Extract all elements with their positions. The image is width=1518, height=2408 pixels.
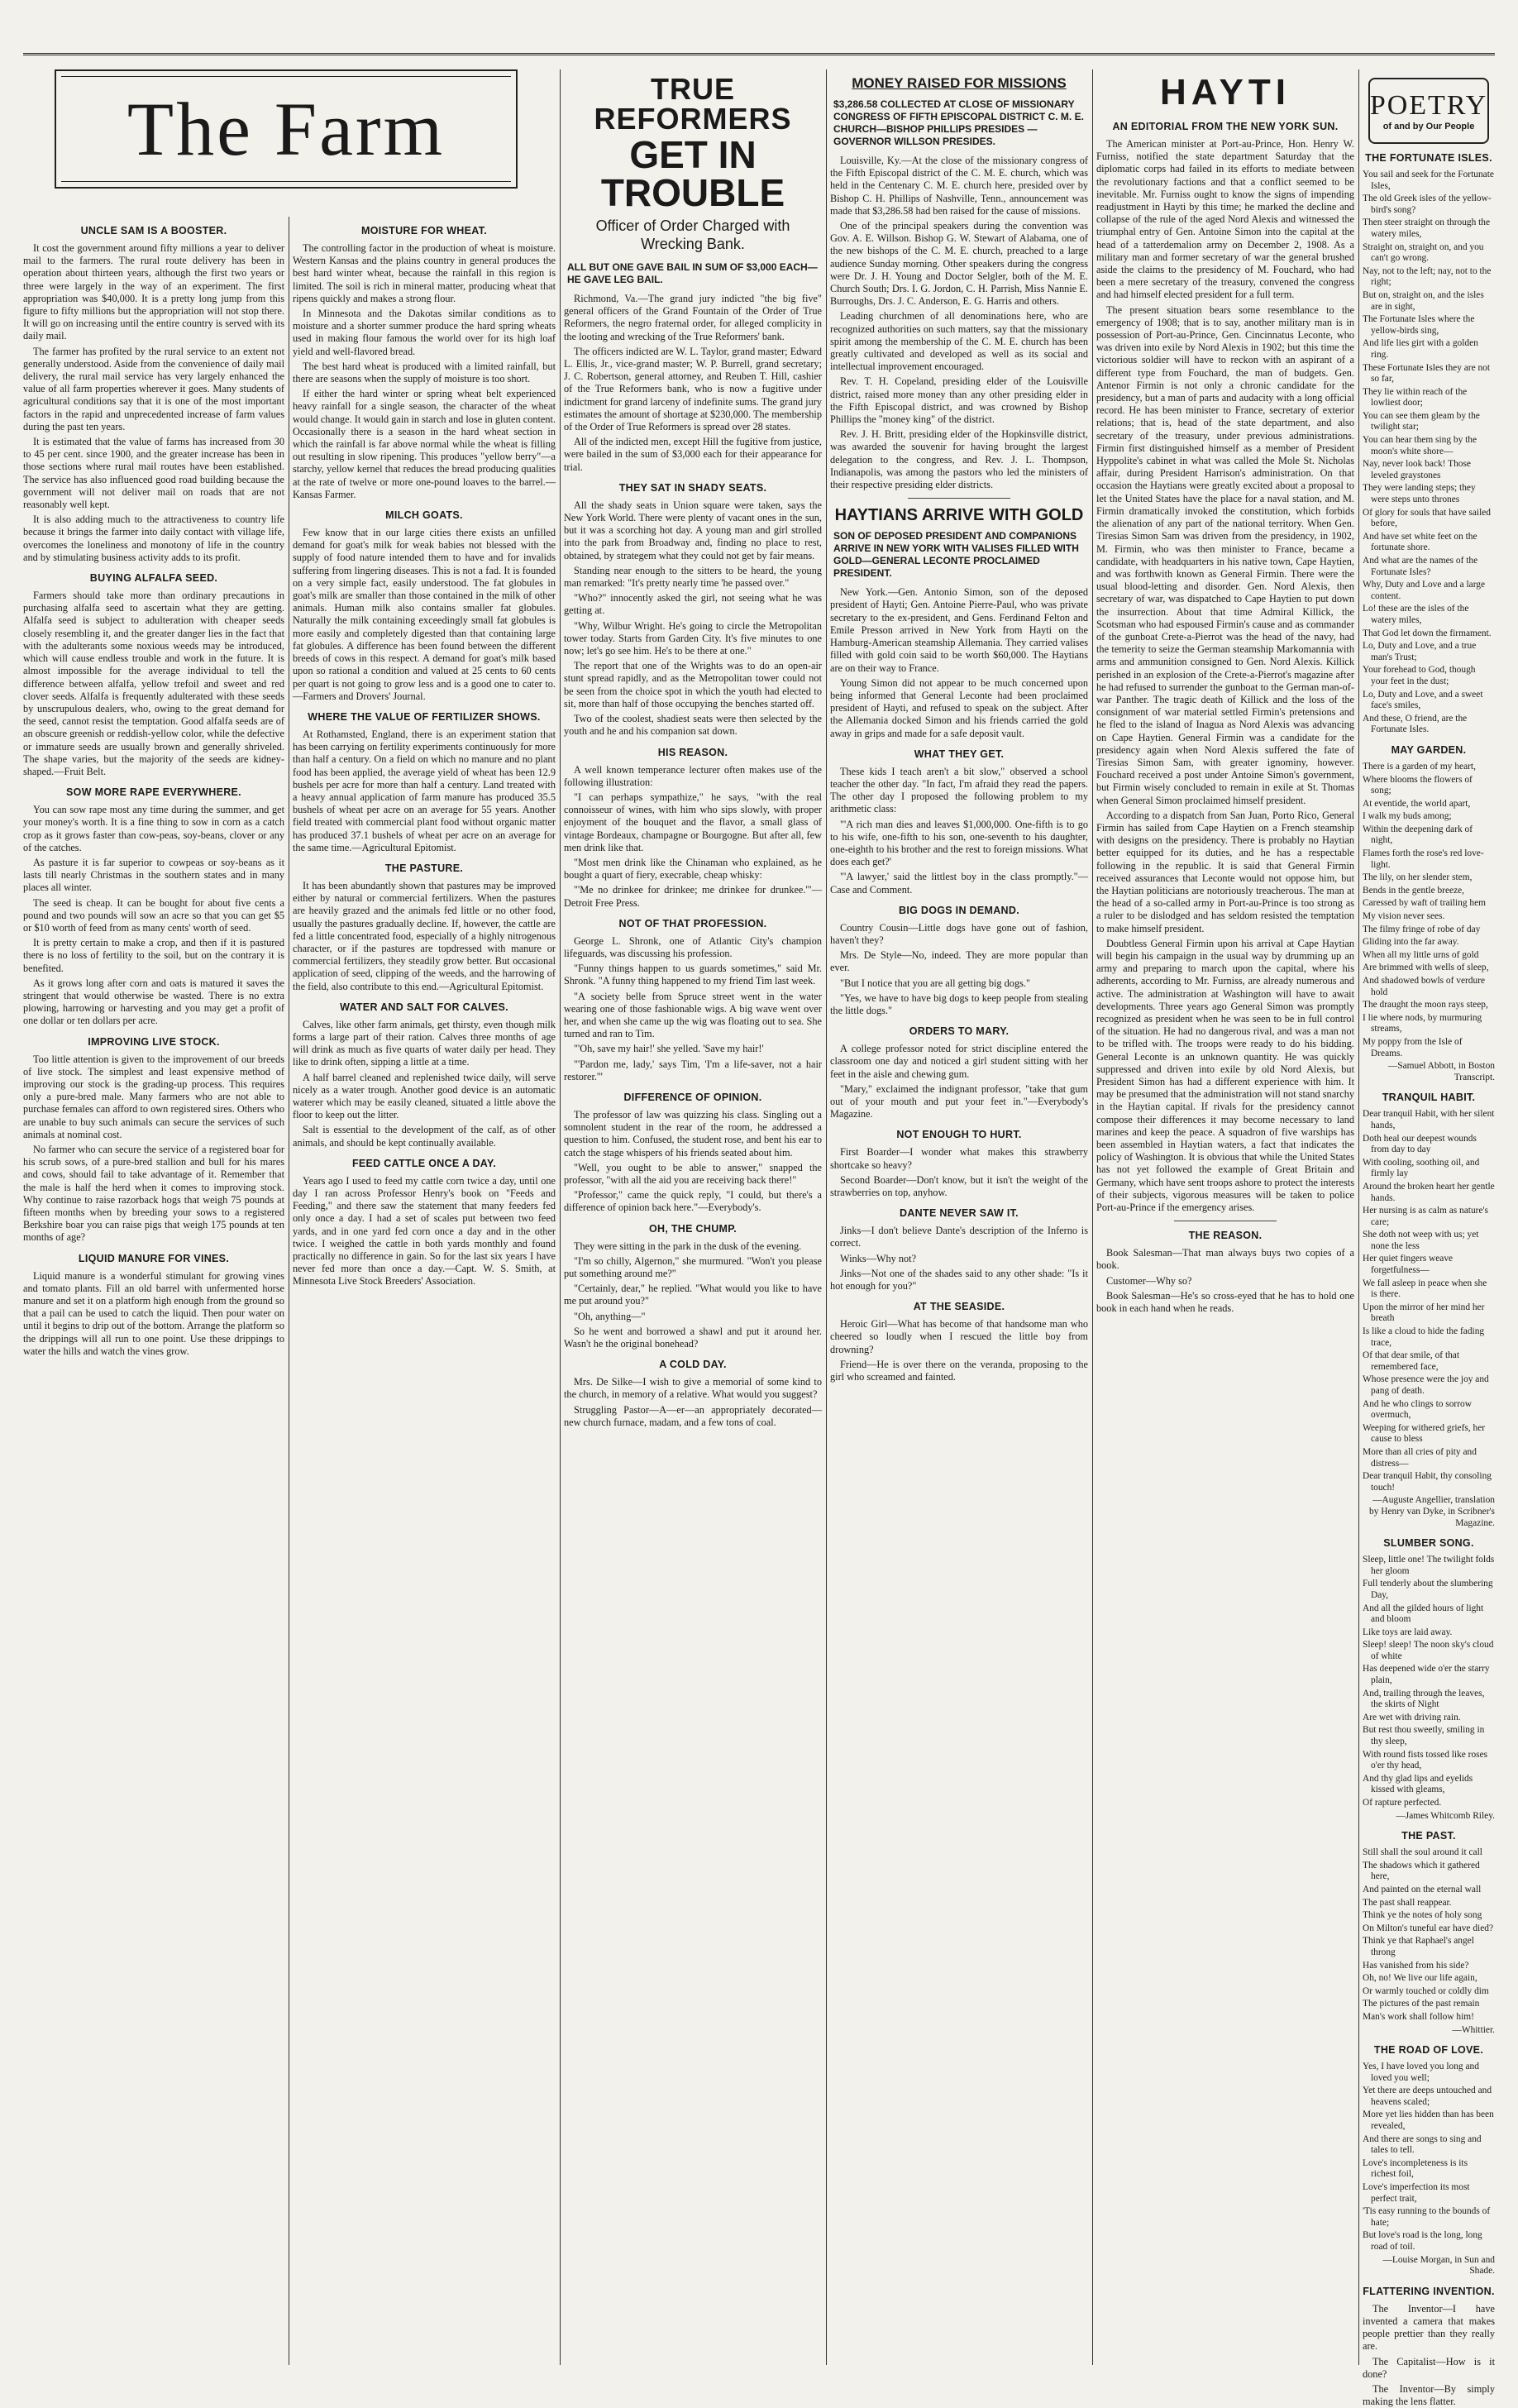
- article-heading: DANTE NEVER SAW IT.: [900, 1207, 1019, 1220]
- article-paragraph: "'A rich man dies and leaves $1,000,000. One-fifth is to go to his wife, one-fifth to his son, one-seventh to his daughter, one-eighth to his brother and the rest to foreign missions. What does each get?': [830, 818, 1088, 868]
- poem-line: Sleep! sleep! The noon sky's cloud of white: [1363, 1640, 1494, 1661]
- article-paragraph: New York.—Gen. Antonio Simon, son of the deposed president of Hayti; Gen. Antoine Pierre-Paul, who was private secretary to the ex-president, and Gens. Ferdinand Felton and Emile Presson arrived in New York from Hayti on the Hamburg-American steamship Allemania. They carried valises filled with gold coin said to be worth $60,000. The Haytians are on their way to France.: [830, 586, 1088, 674]
- article-paragraph: "Why, Wilbur Wright. He's going to circle the Metropolitan tower today. Starts from Garden City. It's five minutes to one now; let's go see him. He's to be there at one.": [564, 619, 822, 657]
- poetry-column: [1363, 69, 1495, 2408]
- poem-line: And what are the names of the Fortunate Isles?: [1363, 556, 1478, 577]
- haytians-headline: HAYTIANS ARRIVE WITH GOLD: [834, 506, 1084, 525]
- poem-line: And he who clings to sorrow overmuch,: [1363, 1398, 1472, 1421]
- poem-line: There is a garden of my heart,: [1363, 761, 1476, 772]
- poem-title: MAY GARDEN.: [1391, 743, 1467, 756]
- poem-line: Has vanished from his side?: [1363, 1960, 1469, 1971]
- article-paragraph: "I can perhaps sympathize," he says, "with the real connoisseur of wines, with him who sips slowly, with proper enjoyment of the bouquet and the flavor, a small glass of vintage Bordeaux, champagne or Bourgogne. But after all, few men drink like that.: [564, 791, 822, 853]
- article-paragraph: Too little attention is given to the improvement of our breeds of live stock. The simplest and least expensive method of improving our stock is the grading-up process. This requires only a pure-bred male. Many farmers who are not able to purchase females can afford to own registered sires. Others who are unable to buy such animals can secure the services of such animals at nominal cost.: [23, 1053, 284, 1140]
- poem-line: The filmy fringe of robe of day: [1363, 924, 1481, 934]
- article-paragraph: The report that one of the Wrights was to do an open-air stunt spread rapidly, and as the Metropolitan tower could not be seen from the choice spot in which the youth had elected to sit, more than half of those occupying the benches started off.: [564, 660, 822, 710]
- article: [830, 1129, 1088, 1199]
- article-paragraph: It cost the government around fifty millions a year to deliver mail to the farmers. The rural route delivery has been in operation about thirteen years, although the first two years or three were largely in the way of an experiment. The first appropriation was $40,000. It is a pretty long jump from this figure to fifty millions but the appropriation will not stop there. It will go on increasing until the entire country is served with its daily mail.: [23, 242, 284, 342]
- article-paragraph: "But I notice that you are all getting big dogs.": [840, 977, 1030, 989]
- article: [23, 225, 284, 564]
- poem-line: But rest thou sweetly, smiling in thy sleep,: [1363, 1725, 1485, 1747]
- poem-title: TRANQUIL HABIT.: [1382, 1092, 1476, 1104]
- poem-line: With round fists tossed like roses o'er thy head,: [1363, 1749, 1488, 1771]
- article: [23, 1036, 284, 1245]
- haytians-deck: SON OF DEPOSED PRESIDENT AND COMPANIONS ARRIVE IN NEW YORK WITH VALISES FILLED WITH GOLD—GENERAL LECONTE PROCLAIMED PRESIDENT.: [833, 530, 1079, 580]
- poetry-title-box: [1368, 78, 1489, 144]
- haytians-body: [830, 586, 1088, 739]
- poem-line: Yet there are deeps untouched and heavens scaled;: [1363, 2086, 1492, 2107]
- article: [830, 905, 1088, 1017]
- article-paragraph: Louisville, Ky.—At the close of the missionary congress of the Fifth Episcopal district of the C. M. E. church, which was held in the Centenary C. M. E. church here, presided over by Bishop C. H. Phillips of Nashville, Tenn., announcement was made that $3,286.58 had ben raised for the cause of missions.: [830, 155, 1088, 217]
- article-heading: SOW MORE RAPE EVERYWHERE.: [66, 786, 241, 799]
- poem-line: Weeping for withered griefs, her cause to bless: [1363, 1422, 1486, 1445]
- poem-line: Are wet with driving rain.: [1363, 1712, 1461, 1722]
- poem-line: Lo, Duty and Love, and a true man's Trust;: [1363, 641, 1477, 662]
- article: [23, 786, 284, 1027]
- farm-column-1: [23, 217, 284, 2365]
- poem-line: And, trailing through the leaves, the skirts of Night: [1363, 1688, 1485, 1710]
- article-paragraph: Rev. T. H. Copeland, presiding elder of the Louisville district, raised more money than any other presiding elder in the Fifth Episcopal district, and was crowned by Bishop Phillips the "money king" of the district.: [830, 375, 1088, 426]
- poem-line: And there are songs to sing and tales to tell.: [1363, 2133, 1482, 2156]
- poem-line: Are brimmed with wells of sleep,: [1363, 963, 1489, 973]
- article-paragraph: "Who?" innocently asked the girl, not seeing what he was getting at.: [564, 592, 822, 617]
- article-heading: A COLD DAY.: [659, 1359, 727, 1371]
- reformers-headline-1: TRUE REFORMERS: [594, 72, 792, 136]
- article-paragraph: The controlling factor in the production of wheat is moisture. Western Kansas and the plains country in general produces the best hard winter wheat, because the rainfall in this region is limited. The soil is rich in mineral matter, producing wheat that ripens quickly and makes a strong flour.: [293, 242, 556, 304]
- poem-line: More than all cries of pity and distress—: [1363, 1446, 1477, 1469]
- poem-title: THE PAST.: [1401, 1830, 1456, 1842]
- article-paragraph: Rev. J. H. Britt, presiding elder of the Hopkinsville district, was awarded the souvenir for having brought the largest delegation to the congress, and Rev. J. L. Thompson, Indianapolis, was among the pastors who led the ministers of their respective presiding elder districts.: [830, 428, 1088, 491]
- article-paragraph: The Inventor—I have invented a camera that makes people prettier than they really are.: [1363, 2302, 1495, 2353]
- article-paragraph: So he went and borrowed a shawl and put it around her. Wasn't he the original bonehead?: [564, 1325, 822, 1350]
- article-paragraph: The Capitalist—How is it done?: [1363, 2355, 1495, 2380]
- poem-line: The lily, on her slender stem,: [1363, 872, 1473, 883]
- article-paragraph: It is estimated that the value of farms has increased from 30 to 45 per cent. since 1900, and the greater increase has been in those sections where rural mail routes have been established. The service has also influenced good road building because the government will not deliver mail on roads that are not reasonably well kept.: [23, 436, 284, 511]
- article-paragraph: It is also adding much to the attractiveness to country life because it brings the farmer into daily contact with village life, overcomes the loneliness and monotony of life in the country and by stimulating business activity adds to its profit.: [23, 514, 284, 563]
- article-paragraph: Mrs. De Silke—I wish to give a memorial of some kind to the church, in memory of a relative. What would you suggest?: [564, 1376, 822, 1401]
- article-paragraph: The professor of law was quizzing his class. Singling out a somnolent student in the rear of the room, he addressed a question to him. Confused, the student rose, and bent his ear to catch the stage whispers of his friends seated about him.: [564, 1108, 822, 1159]
- article-paragraph: A college professor noted for strict discipline entered the classroom one day and noticed a girl student sitting with her feet in the aisle and chewing gum.: [830, 1043, 1088, 1080]
- article-paragraph: "Certainly, dear," he replied. "What would you like to have me put around you?": [564, 1283, 822, 1307]
- column-rule: [1092, 69, 1093, 2365]
- poem-line: Full tenderly about the slumbering Day,: [1363, 1579, 1493, 1600]
- missions-column: [830, 69, 1088, 2365]
- poem-credit: —James Whitcomb Riley.: [1396, 1810, 1495, 1821]
- poem-line: Your forehead to God, though your feet in the dust;: [1363, 665, 1476, 686]
- article: [293, 711, 556, 854]
- poem-line: The Fortunate Isles where the yellow-birds sing,: [1363, 314, 1475, 336]
- article-paragraph: Book Salesman—He's so cross-eyed that he has to hold one book in each hand when he reads.: [1096, 1289, 1354, 1315]
- article-paragraph: Winks—Why not?: [840, 1252, 917, 1264]
- poem-line: I walk my buds among;: [1363, 811, 1452, 822]
- article-paragraph: It has been abundantly shown that pastures may be improved either by natural or commercial fertilizers. When the pastures are heavily grazed and the animals fed little or no other food, usually the pastures gradually decline. If, however, the cattle are fed a little concentrated food, especially of a highly nitrogenous character, or if the pastures are topdressed with manure or commercial fertilizers, they steadily grow better. But occasional application of seed, clipping of the weeds, and the harrowing of the field, also contribute to this end.—Agricultural Epitomist.: [293, 879, 556, 992]
- poem-line: They were landing steps; they were steps unto thrones: [1363, 483, 1476, 505]
- column-rule: [1358, 69, 1359, 2365]
- poem-line: Lo, Duty and Love, and a sweet face's smiles,: [1363, 689, 1483, 711]
- article-paragraph: "Mary," exclaimed the indignant professor, "take that gum out of your mouth and put your feet in."—Everybody's Magazine.: [830, 1082, 1088, 1120]
- poem-line: Of that dear smile, of that remembered face,: [1363, 1350, 1460, 1372]
- article-paragraph: No farmer who can secure the service of a registered boar for his scrub sows, of a pure-bred stallion and bull for his mares and cows, should fail to take advantage of it. Remember that the male is half the herd when it comes to improving stock. Why continue to raise razorback hogs that weigh 75 pounds at fifteen months when by breeding your sows to a registered Berkshire boar you can raise pigs that weigh 175 pounds at ten months of age?: [23, 1144, 284, 1244]
- article-heading: THEY SAT IN SHADY SEATS.: [618, 481, 767, 494]
- missions-deck: $3,286.58 COLLECTED AT CLOSE OF MISSIONARY CONGRESS OF FIFTH EPISCOPAL DISTRICT C. M. E. CHURCH—BISHOP PHILLIPS PRESIDES — GOVERNOR WILLSON PRESIDES.: [833, 98, 1084, 147]
- poem-line: Of glory for souls that have sailed before,: [1363, 507, 1492, 529]
- farm-masthead: [23, 69, 556, 202]
- farm-articles-1: [23, 225, 284, 1358]
- article-heading: FEED CATTLE ONCE A DAY.: [351, 1157, 497, 1169]
- article-paragraph: All of the indicted men, except Hill the fugitive from justice, were bailed in the sum of $3,000 each for their appearance for trial.: [564, 436, 822, 473]
- article-heading: NOT OF THAT PROFESSION.: [618, 917, 767, 929]
- poem-line: We fall asleep in peace when she is there.: [1363, 1278, 1487, 1300]
- article-paragraph: "'Pardon me, lady,' says Tim, 'I'm a life-saver, not a hair restorer.'": [564, 1058, 822, 1082]
- poem-title: SLUMBER SONG.: [1383, 1537, 1474, 1550]
- hayti-headline: HAYTI: [1160, 72, 1291, 112]
- article-paragraph: In Minnesota and the Dakotas similar conditions as to moisture and a shorter summer produce the hard spring wheats used in making flour famous the world over for its high loaf yield and well-flavored bread.: [293, 308, 556, 357]
- hayti-column: [1096, 69, 1354, 2365]
- poem-line: Caressed by waft of trailing hem: [1363, 898, 1486, 909]
- column-rule: [826, 69, 827, 2365]
- separator: [908, 498, 1011, 499]
- article-paragraph: The officers indicted are W. L. Taylor, grand master; Edward L. Ellis, Jr., vice-grand master; W. P. Burrell, grand secretary; J. C. Robertson, general attorney, and Reuben T. Hill, cashier of the True Reformers bank, who is now a fugitive under indictment for grand larceny of indefinite sums. The grand jury estimates the amount of shortage at $230,000. The membership of the Order of True Reformers is spread over 28 states.: [564, 345, 822, 433]
- farm-articles-2: [293, 225, 556, 1288]
- top-border: [23, 20, 1495, 55]
- article-paragraph: One of the principal speakers during the convention was Gov. A. E. Willson. Bishop G. W. Stewart of Alabama, one of the new bishops of the C. M. E. church, preached to a large audience Sunday morning. Other speakers during the congress were Dr. J. H. Young and Doctor Selgler, both of the M. E. Church South; Drs. I. G. Jordon, C. H. Parrish, Miss Nannie E. Burroughs, Drs. J. C. Anderson, E. G. Harris and others.: [830, 220, 1088, 308]
- newspaper-page: [23, 20, 1495, 2408]
- article-heading: OH, THE CHUMP.: [648, 1222, 738, 1235]
- poem-line: And all the gilded hours of light and bloom: [1363, 1603, 1484, 1625]
- article-paragraph: The American minister at Port-au-Prince, Hon. Henry W. Furniss, notified the state department Saturday that the diplomatic corps had failed in its efforts to mediate between the revolutionary factions and that a conflict seemed to be inevitable. Mr. Furniss ought to know the signs of impending readjustment in Hayti by this time; he marked the decline and collapse of the rule of the aged Nord Alexis and witnessed the triumphal entry of Gen. Antoine Simon into the capital at the head of a tatterdemalion army on December 2, 1908. As a military man and former secretary of war the general brushed aside the claims to the presidency of M. Fouchard, who had been a mere secretary of the treasury, convened the congress and had himself elected president for a full term.: [1096, 138, 1354, 301]
- poem-credit: —Auguste Angellier, translation by Henry van Dyke, in Scribner's Magazine.: [1369, 1495, 1495, 1528]
- poem-title: THE ROAD OF LOVE.: [1373, 2044, 1484, 2057]
- poem-line: The old Greek isles of the yellow-bird's song?: [1363, 194, 1492, 215]
- article: [293, 862, 556, 993]
- article-paragraph: Standing near enough to the sitters to be heard, the young man remarked: "It's pretty nearly time 'he passed over.": [564, 564, 822, 590]
- article-paragraph: A half barrel cleaned and replenished twice daily, will serve nicely as a water trough. Another good device is an automatic waterer which may be easily cleaned, situated a little above the floor to keep out the litter.: [293, 1071, 556, 1121]
- poem-line: Love's imperfection its most perfect trait,: [1363, 2182, 1470, 2204]
- article: [23, 1253, 284, 1358]
- article: [564, 1359, 822, 1429]
- article-heading: MILCH GOATS.: [385, 509, 463, 522]
- poem-line: Straight on, straight on, and you can't go wrong.: [1363, 241, 1484, 264]
- article-paragraph: "Most men drink like the Chinaman who explained, as he bought a quart of fiery, execrable, cheap whisky:: [564, 856, 822, 882]
- missions-shorts: [830, 748, 1088, 1384]
- article-paragraph: Jinks—Not one of the shades said to any other shade: "Is it hot enough for you?": [830, 1267, 1088, 1292]
- article-paragraph: Years ago I used to feed my cattle corn twice a day, until one day I ran across Professor Henry's book on "Feeds and Feeding," and there saw the statement that many feeders fed only once a day. I had a set of scales put between two feed yards, and in one yard fed corn once a day and in the other twice. I weighed the cattle in both yards monthly and found practically no difference in gain. So for the last six years I have never fed more than once a day.—Capt. W. S. Smith, at Minnesota Live Stock Breeders' Association.: [293, 1174, 556, 1288]
- article-paragraph: Young Simon did not appear to be much concerned upon being informed that General Leconte had been proclaimed president of Hayti, and refused to speak on the subject. After the Allemania docked Simon and his friends carried the gold away in grips and made for a safe deposit vault.: [830, 676, 1088, 739]
- poem-line: Oh, no! We live our life again,: [1363, 1973, 1477, 1984]
- article-paragraph: "Funny things happen to us guards sometimes," said Mr. Shronk. "A funny thing happened to my friend Tim last week.: [564, 963, 822, 987]
- article-paragraph: "'Me no drinkee for drinkee; me drinkee for drunkee.'"—Detroit Free Press.: [564, 884, 822, 909]
- poem-line: Dear tranquil Habit, with her silent hands,: [1363, 1109, 1495, 1130]
- article: [564, 747, 822, 910]
- poem-line: Where blooms the flowers of song;: [1363, 774, 1473, 796]
- article-heading: UNCLE SAM IS A BOOSTER.: [80, 225, 227, 236]
- article-paragraph: You can sow rape most any time during the summer, and get your money's worth. It is a fine thing to sow in corn as a catch crop as it grows faster than cow-peas, soy-beans, clover or any of the catches.: [23, 804, 284, 853]
- article-paragraph: "I'm so chilly, Algernon," she murmured. "Won't you please put something around me?": [564, 1254, 822, 1279]
- missions-headline: MONEY RAISED FOR MISSIONS: [852, 75, 1067, 91]
- poem-line: Love's incompleteness is its richest foil,: [1363, 2157, 1468, 2180]
- poem-line: You can see them gleam by the twilight star;: [1363, 410, 1480, 432]
- poem-line: Around the broken heart her gentle hands.: [1363, 1181, 1495, 1203]
- article-heading: HIS REASON.: [657, 746, 728, 758]
- reformers-shorts: [564, 482, 822, 1429]
- poem-line: But love's road is the long, long road of toil.: [1363, 2230, 1482, 2252]
- hayti-deck: AN EDITORIAL FROM THE NEW YORK SUN.: [1112, 121, 1339, 132]
- flattering-body: [1363, 2303, 1495, 2408]
- article-paragraph: Richmond, Va.—The grand jury indicted "the big five" general officers of the Grand Fountain of the Order of True Reformers, the negro fraternal order, for alleged complicity in the looting and wrecking of the True Reformers' bank.: [564, 293, 822, 342]
- article-paragraph: Few know that in our large cities there exists an unfilled demand for goat's milk for weak babies not blessed with the supply of food nature intended them to have and for invalids suffering from lingering diseases. This is not a fad. It is founded on a very simple fact, easily understood. The fat globules in goat's milk are smaller than those contained in the milk of other animals. Human milk also contains smaller fat globules. Naturally the milk containing exceedingly small fat globules is more easily and completely digested than that containing large fat globules. A difference has been found between the different breeds of cows in this respect. A demand for goat's milk based upon so rational a condition and valued at 25 cents to 60 cents per quart is not going to grow less and is a good one to cater to.—Farmers and Drovers' Journal.: [293, 527, 556, 702]
- article-paragraph: First Boarder—I wonder what makes this strawberry shortcake so heavy?: [830, 1146, 1088, 1171]
- poem-line: Or warmly touched or coldly dim: [1363, 1985, 1489, 1996]
- column-rule: [560, 69, 561, 2365]
- poem-line: And thy glad lips and eyelids kissed with gleams,: [1363, 1773, 1473, 1795]
- article-paragraph: Jinks—I don't believe Dante's description of the Inferno is correct.: [830, 1225, 1088, 1249]
- poem-line: Then steer straight on through the watery miles,: [1363, 217, 1491, 239]
- reason-body: [1096, 1247, 1354, 1315]
- poem-line: You sail and seek for the Fortunate Isles,: [1363, 170, 1494, 191]
- article: [293, 1001, 556, 1149]
- article-paragraph: As it grows long after corn and oats is matured it saves the stringent that would otherwise be wasted. There is no extra plowing, harrowing or harvesting and you may get a profit of one dollar or ten dollars per acre.: [23, 977, 284, 1027]
- article-paragraph: Book Salesman—That man always buys two copies of a book.: [1096, 1247, 1354, 1272]
- poem-line: Upon the mirror of her mind her breath: [1363, 1302, 1485, 1324]
- poem-line: The shadows which it gathered here,: [1363, 1860, 1480, 1882]
- article-heading: NOT ENOUGH TO HURT.: [896, 1129, 1022, 1141]
- article-paragraph: Struggling Pastor—A—er—an appropriately decorated—new church furnace, madam, and a few tons of coal.: [564, 1403, 822, 1428]
- article-paragraph: It is pretty certain to make a crop, and then if it is pastured there is no loss of fertility to the soil, but on the contrary it is benefited.: [23, 937, 284, 974]
- poem-line: You can hear them sing by the moon's white shore—: [1363, 435, 1477, 456]
- article-paragraph: Liquid manure is a wonderful stimulant for growing vines and tomato plants. Fill an old barrel with unfermented horse manure and set it on a platform high enough from the ground so that a pail can be used to catch the liquid. Then pour water on until it begins to drip out of the bottom. Arrange the platform so the drippings will all run to one point. Use these drippings to water the hills and watch the vines grow.: [23, 1269, 284, 1357]
- poem-line: Gliding into the far away.: [1363, 937, 1459, 948]
- poem-credit: —Louise Morgan, in Sun and Shade.: [1382, 2254, 1495, 2277]
- article-paragraph: Customer—Why so?: [1106, 1274, 1192, 1287]
- article-paragraph: If either the hard winter or spring wheat belt experienced heavy rainfall for a single season, the character of the wheat would change. It would gain in starch and lose in gluten content. Occasionally there is a season in the hard wheat section in which the rainfall is far above normal while the wheat is filling out resulting in slow ripening. This produces "yellow berry"—a starchy, yellow kernel that reduces the bread producing qualities at the rate of twelve or more one-pound loaves to the barrel.—Kansas Farmer.: [293, 388, 556, 500]
- article-heading: AT THE SEASIDE.: [913, 1301, 1005, 1313]
- article: [293, 1158, 556, 1288]
- article: [830, 1301, 1088, 1383]
- article-heading: WATER AND SALT FOR CALVES.: [340, 1001, 508, 1013]
- article-paragraph: The Inventor—By simply making the lens flatter.: [1363, 2383, 1495, 2408]
- article-paragraph: As pasture it is far superior to cowpeas or soy-beans as it lasts till nearly Christmas in the southern states and in many places all winter.: [23, 856, 284, 894]
- article: [564, 1092, 822, 1215]
- article: [564, 482, 822, 738]
- farm-title: The Farm: [126, 87, 446, 171]
- article-paragraph: "Yes, we have to have big dogs to keep people from stealing the little dogs.": [830, 991, 1088, 1016]
- poem-line: They lie within reach of the lowliest door;: [1363, 386, 1468, 408]
- article-heading: DIFFERENCE OF OPINION.: [623, 1091, 762, 1103]
- article-paragraph: A well known temperance lecturer often makes use of the following illustration:: [564, 763, 822, 788]
- poem-line: Like toys are laid away.: [1363, 1627, 1453, 1637]
- article-paragraph: Farmers should take more than ordinary precautions in purchasing alfalfa seed to ascertain what they are getting. Alfalfa seed is subject to adulteration with cheaper seeds closely resembling it, and the greater danger lies in the fact that with the adulterants some noxious weeds may be introduced, which will cause endless trouble and work in the future. It is almost impossible for the average individual to tell the difference between alfalfa, yellow trefoil and sweet and red clover seeds. Alfalfa is frequently adulterated with these seeds by unscrupulous dealers, who, owing to the great demand for the seed, cannot resist the temptation. Good alfalfa seeds are of an obscure greenish or reddish-yellow color, while the defective or immature seeds are usually brown and generally shriveled. The shape varies, but the majority of the seeds are kidney-shaped.—Fruit Belt.: [23, 590, 284, 777]
- poem-line: My vision never sees.: [1363, 911, 1445, 922]
- article-paragraph: Country Cousin—Little dogs have gone out of fashion, haven't they?: [830, 921, 1088, 946]
- article-heading: BUYING ALFALFA SEED.: [89, 572, 218, 585]
- article-paragraph: Mrs. De Style—No, indeed. They are more popular than ever.: [830, 949, 1088, 974]
- poem-line: The past shall reappear.: [1363, 1897, 1452, 1908]
- article-heading: MOISTURE FOR WHEAT.: [361, 225, 487, 236]
- article-paragraph: Calves, like other farm animals, get thirsty, even though milk forms a large part of their ration. Calves three months of age will drink as much as five quarts of water daily per head. They like to drink often, sipping a little at a time.: [293, 1018, 556, 1068]
- poem-line: And have set white feet on the fortunate shore.: [1363, 531, 1477, 553]
- poem-line: Is like a cloud to hide the fading trace,: [1363, 1326, 1485, 1348]
- article-heading: BIG DOGS IN DEMAND.: [899, 904, 1019, 916]
- reformers-body: [564, 293, 822, 474]
- poem-line: The draught the moon rays steep,: [1363, 1000, 1488, 1010]
- reformers-column: [564, 69, 822, 2365]
- poem-credit: —Whittier.: [1452, 2024, 1495, 2035]
- poem-line: Of rapture perfected.: [1363, 1798, 1442, 1808]
- article: [564, 1223, 822, 1351]
- farm-title-box: [55, 69, 518, 189]
- poem-line: My poppy from the Isle of Dreams.: [1363, 1036, 1463, 1058]
- poem-line: I lie where nods, by murmuring streams,: [1363, 1012, 1482, 1034]
- poem-line: Her nursing is as calm as nature's care;: [1363, 1206, 1488, 1227]
- article-paragraph: George L. Shronk, one of Atlantic City's champion lifeguards, was discussing his profession.: [564, 934, 822, 959]
- missions-body: [830, 155, 1088, 491]
- article: [23, 572, 284, 778]
- poem-line: Think ye that Raphael's angel throng: [1363, 1936, 1474, 1957]
- poem-line: Has deepened wide o'er the starry plain,: [1363, 1664, 1490, 1686]
- poem-line: At eventide, the world apart,: [1363, 798, 1471, 809]
- reason-heading: THE REASON.: [1188, 1230, 1263, 1242]
- article-paragraph: Second Boarder—Don't know, but it isn't the weight of the strawberries on top, anyhow.: [830, 1173, 1088, 1198]
- article-paragraph: They were sitting in the park in the dusk of the evening.: [574, 1240, 802, 1252]
- poem-line: More yet lies hidden than has been revealed,: [1363, 2109, 1494, 2132]
- poem-line: She doth not weep with us; yet none the less: [1363, 1230, 1479, 1251]
- poem-line: Within the deepening dark of night,: [1363, 824, 1473, 846]
- article-paragraph: "Professor," came the quick reply, "I could, but there's a difference of opinion back here."—Everybody's.: [564, 1189, 822, 1214]
- poem-line: Sleep, little one! The twilight folds her gloom: [1363, 1555, 1495, 1576]
- poem-line: And painted on the eternal wall: [1363, 1884, 1482, 1894]
- article-paragraph: Friend—He is over there on the veranda, proposing to the girl who screamed and fainted.: [830, 1358, 1088, 1383]
- article-paragraph: These kids I teach aren't a bit slow," observed a school teacher the other day. "In fact, I'm afraid they read the papers. The other day I proposed the following problem to my arithmetic class:: [830, 765, 1088, 815]
- poem-line: Why, Duty and Love and a large content.: [1363, 580, 1486, 601]
- poem-line: Think ye the notes of holy song: [1363, 1910, 1482, 1921]
- poem-line: Dear tranquil Habit, thy consoling touch!: [1363, 1471, 1492, 1493]
- article-paragraph: Two of the coolest, shadiest seats were then selected by the youth and he and his companion sat down.: [564, 713, 822, 738]
- poem-line: These Fortunate Isles they are not so far,: [1363, 362, 1491, 385]
- poetry-title: POETRY: [1369, 90, 1488, 121]
- article-paragraph: "A society belle from Spruce street went in the water wearing one of those fashionable wigs. A big wave went over her, and when she came up the wig was floating out to sea. She turned and ran to Tim.: [564, 990, 822, 1040]
- article-heading: ORDERS TO MARY.: [909, 1025, 1010, 1038]
- poem-line: Bends in the gentle breeze,: [1363, 885, 1465, 896]
- article-paragraph: Salt is essential to the development of the calf, as of other animals, and should be kept continually available.: [293, 1124, 556, 1149]
- article: [293, 509, 556, 703]
- reformers-deck: Officer of Order Charged with Wrecking Bank.: [595, 217, 790, 252]
- reformers-headline-2: GET IN TROUBLE: [600, 133, 785, 214]
- poem-credit: —Samuel Abbott, in Boston Transcript.: [1387, 1061, 1495, 1082]
- article-paragraph: All the shady seats in Union square were taken, says the New York World. There were plenty of vacant ones in the sun, but it was a scorching hot day. A young man and girl strolled into the park from Broadway and, finding no place to rest, obtained, by strategem what they could not get by fair means.: [564, 499, 822, 561]
- poem-line: With cooling, soothing oil, and firmly lay: [1363, 1157, 1480, 1179]
- poems: [1363, 152, 1495, 2277]
- article-paragraph: According to a dispatch from San Juan, Porto Rico, General Firmin has sailed from Cape Haytien on a French steamship with designs on the presidency. There is probably no Haytian better equipped for its duties, and he has a respectable following in the republic. It is said that General Firmin received assurances that Leconte would not oppose him, but the Haytian politicians are notoriously treacherous. The man at the head of a so-called army in Port-au-Prince is too strong as a ruler to be dislodged and has seldom resisted the temptation to make himself president.: [1096, 809, 1354, 934]
- article-paragraph: Doubtless General Firmin upon his arrival at Cape Haytian will begin his campaign in the usual way by drumming up an army and preparing to march upon the capital, where his adherents, according to Mr. Furniss, are already numerous and active. The administration at Washington will have to await developments. Three years ago General Simon was promptly recognized as president when he was seen to be in full control of the situation. He had no dangerous rival, and was a man not to be trifled with. The troops were ready to do his bidding. General Leconte is an unknown quantity. He was quickly suppressed and driven into exile by old Nord Alexis, but President Simon has had a different experience with him. It may be presumed that the administration will not stand snarchy in the Haytian capital. If rivals for the presidency cannot compose their differences it may become necessary to land marines and keep the peace. A squadron of five warships has been assembled in Haytian waters, a fact that indicates the policy of Washington. It is obvious that while the United States has not yet followed the example of Great Britain and Germany, which have sent troops ashore to protect the interests of their subjects, vigorous measures will be taken to police Port-au-Prince if the emergency arises.: [1096, 937, 1354, 1214]
- reformers-subdeck: ALL BUT ONE GAVE BAIL IN SUM OF $3,000 EACH—HE GAVE LEG BAIL.: [567, 261, 818, 285]
- article: [830, 748, 1088, 896]
- farm-column-2: [293, 217, 556, 2365]
- poem-line: Her quiet fingers weave forgetfulness—: [1363, 1254, 1454, 1276]
- article: [293, 225, 556, 501]
- poem-line: And shadowed bowls of verdure hold: [1363, 976, 1486, 997]
- article-paragraph: "Well, you ought to be able to answer," snapped the professor, "with all the aid you are receiving back there!": [564, 1161, 822, 1186]
- article-paragraph: "Oh, anything—": [574, 1310, 646, 1322]
- article-paragraph: "'Oh, save my hair!' she yelled. 'Save my hair!': [574, 1043, 764, 1055]
- hayti-body: [1096, 138, 1354, 1214]
- article-paragraph: Heroic Girl—What has become of that handsome man who cheered so loudly when I rescued the little boy from drowning?: [830, 1318, 1088, 1355]
- article: [830, 1207, 1088, 1292]
- poetry-subtitle: of and by Our People: [1382, 122, 1475, 131]
- poem-line: And life lies girt with a golden ring.: [1363, 338, 1478, 360]
- article-paragraph: The seed is cheap. It can be bought for about five cents a pound and two pounds will sow an acre so that you can get $5 or $10 worth of feed from as many cents' worth of seed.: [23, 896, 284, 934]
- article-paragraph: The farmer has profited by the rural service to an extent not generally understood. Aside from the convenience of daily mail delivery, the rural mail service has very largely enhanced the value of all farm properties wherever it goes. Many students of agricultural conditions say that it is one of the most important factors in the rapid and unprecedented increase of farm values during the past ten years.: [23, 345, 284, 432]
- article-paragraph: The present situation bears some resemblance to the emergency of 1908; that is to say, another military man is in possession of Port-au-Prince, Gen. Cincinnatus Leconte, who was driven into exile by Nord Alexis in 1902; but this time the victorious soldier will have to reckon with an aspirant of a different type from Fouchard, the man of budgets. Gen. Antenor Firmin is not only a chronic candidate for the presidency, but a man of parts and audacity with a long official record. He has been minister to France, secretary of exterior relations; that is, head of the state department, and also secretary of the treasury, under previous administrations. Firmin first distinguished himself as a member of President Hyppolite's cabinet in what was called the Mole St. Nicholas affair, during President Harrison's administration. On that occasion the Haytians were greatly excited about a proposal to let the United States have the place for a naval station, and M. Firmin dramatically invoked the constitution, which forbids the alienation of any part of the national territory. When Gen. Tiresias Simon Sam was driven from the presidency, in 1902, M. Firmin, who was then minister to France, became a candidate, with headquarters in his native town, Cape Haytien, and was forthwith known as General Firmin. There were the usual blood-letting and disorder. Gen. Nord Alexis, then secretary of war, was dispatched to Cape Haytien to put down the insurrection. About that time Admiral Killick, the Scotsman who had espoused Firmin's cause and as commander of the gunboat Crete-a-Pierrot was the head of the navy, had the temerity to seize the German steamship Markomannia with arms and ammunition consigned to Gen. Nord Alexis. Killick perished in an explosion of the Crete-a-Pierrot's magazine after he had refused to surrender the gunboat to the German man-of-war Panther. The tragic death of Killick and the loss of the consignment of war material settled Firmin's pretensions and he fled to the island of Inagua as Nord Alexis was advancing on Cape Haytien. General Firmin was a candidate for the presidency again when Nord Alexis suffered the fate of Tiresias Simon Sam, with greater ignominy, however. Fouchard received a post under Antoine Simon's government, but Firmin wisely concluded to remain in exile at St. Thomas when General Simon proclaimed himself president.: [1096, 303, 1354, 806]
- poem-line: Yes, I have loved you long and loved you well;: [1363, 2062, 1479, 2083]
- poem-line: And these, O friend, are the Fortunate Isles.: [1363, 713, 1468, 735]
- article-paragraph: The best hard wheat is produced with a limited rainfall, but there are seasons when the supply of moisture is too short.: [293, 360, 556, 385]
- article-heading: WHERE THE VALUE OF FERTILIZER SHOWS.: [308, 710, 541, 723]
- poem-line: The pictures of the past remain: [1363, 1999, 1480, 2009]
- poem-line: When all my little urns of gold: [1363, 949, 1479, 960]
- poem-title: THE FORTUNATE ISLES.: [1365, 152, 1492, 164]
- poem-line: On Milton's tuneful ear have died?: [1363, 1923, 1493, 1933]
- poem-line: But on, straight on, and the isles are in sight,: [1363, 289, 1484, 312]
- poem-line: Nay, never look back! Those leveled graystones: [1363, 459, 1471, 480]
- poem-line: Man's work shall follow him!: [1363, 2011, 1474, 2022]
- article-heading: THE PASTURE.: [384, 862, 464, 874]
- poem-line: Still shall the soul around it call: [1363, 1847, 1482, 1858]
- article: [830, 1025, 1088, 1120]
- article-heading: IMPROVING LIVE STOCK.: [88, 1035, 220, 1048]
- article-paragraph: "'A lawyer,' said the littlest boy in the class promptly."—Case and Comment.: [830, 871, 1088, 896]
- article-heading: WHAT THEY GET.: [914, 748, 1005, 760]
- flattering-heading: FLATTERING INVENTION.: [1363, 2285, 1495, 2297]
- poem-line: 'Tis easy running to the bounds of hate;: [1363, 2206, 1491, 2228]
- poem-line: Whose presence were the joy and pang of death.: [1363, 1374, 1489, 1396]
- article: [564, 918, 822, 1083]
- poem-line: That God let down the firmament.: [1363, 628, 1492, 638]
- article-paragraph: At Rothamsted, England, there is an experiment station that has been carrying on fertility experiments continuously for more than half a century. On a field on which no manure and no plant food has been applied, the average yield of wheat has been 12.9 bushels per acre for more than half a century. Land treated with a heavy annual application of farm manure has produced 35.5 bushels of wheat per acre on an average for 55 years. Another field treated with commercial plant food without organic matter has produced 37.1 bushels of wheat per acre on an average for the same time.—Agricultural Epitomist.: [293, 728, 556, 853]
- poem-line: Lo! these are the isles of the watery miles,: [1363, 604, 1469, 625]
- poem-line: Doth heal our deepest wounds from day to day: [1363, 1133, 1477, 1155]
- article-heading: LIQUID MANURE FOR VINES.: [78, 1252, 230, 1264]
- poem-line: Nay, not to the left; nay, not to the right;: [1363, 265, 1492, 288]
- poem-line: Flames forth the rose's red love-light.: [1363, 848, 1484, 870]
- article-paragraph: Leading churchmen of all denominations here, who are recognized authorities on such matters, say that the missionary spirit among the membership of the C. M. E. church has been greatly cultivated and developed as well as its social and intellectual improvement encouraged.: [830, 310, 1088, 373]
